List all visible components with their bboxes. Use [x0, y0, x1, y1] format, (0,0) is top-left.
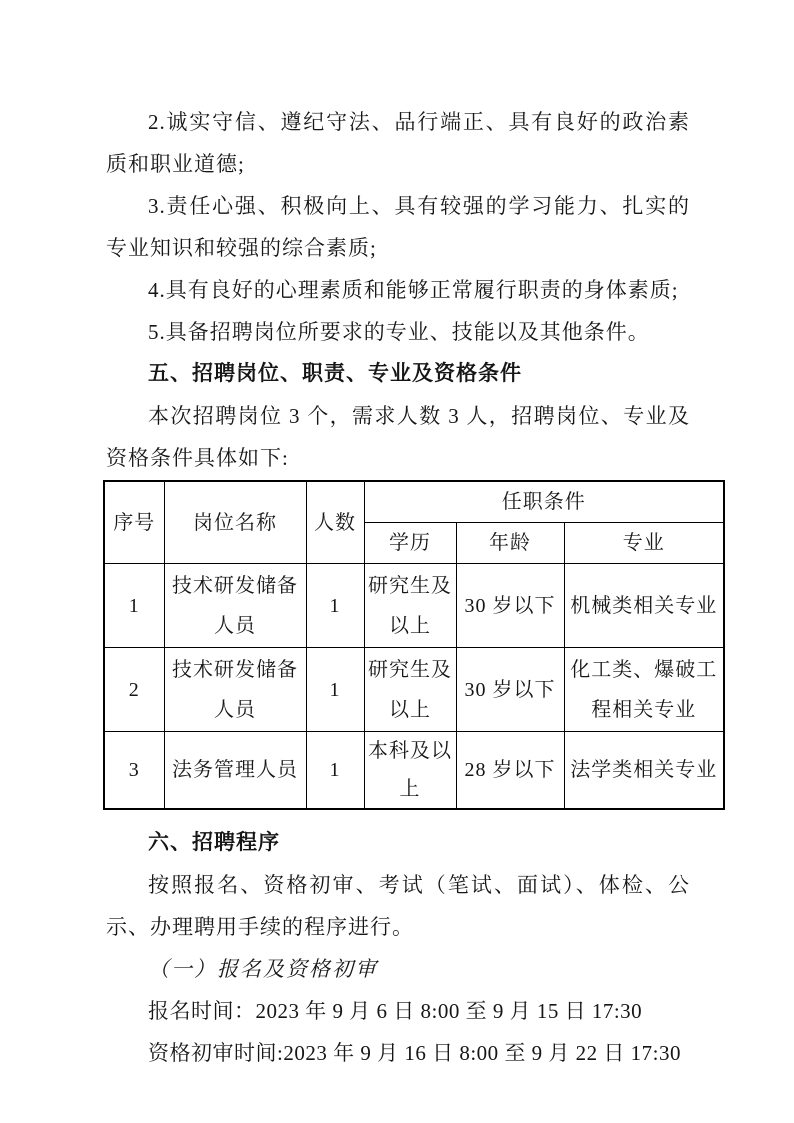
table-row [104, 564, 724, 648]
cell-count: 1 [306, 648, 364, 732]
cell-seq: 1 [104, 564, 164, 648]
cell-education: 研究生及以上 [364, 564, 456, 648]
table-row [104, 732, 724, 810]
cell-education: 研究生及以上 [364, 648, 456, 732]
table-header-row-1 [104, 481, 724, 523]
signup-time-line: 报名时间：2023 年 9 月 6 日 8:00 至 9 月 15 日 17:30 [148, 999, 643, 1023]
paragraph-item-5: 5.具备招聘岗位所要求的专业、技能以及其他条件。 [148, 320, 650, 344]
review-time-line: 资格初审时间:2023 年 9 月 16 日 8:00 至 9 月 22 日 17:30 [148, 1041, 682, 1065]
cell-major: 法学类相关专业 [564, 732, 724, 810]
cell-position: 技术研发储备人员 [164, 648, 306, 732]
cell-seq: 3 [104, 732, 164, 810]
procedure-paragraph: 按照报名、资格初审、考试（笔试、面试）、体检、公示、办理聘用手续的程序进行。 [106, 873, 690, 939]
cell-major: 机械类相关专业 [564, 564, 724, 648]
paragraph-item-4: 4.具有良好的心理素质和能够正常履行职责的身体素质; [148, 278, 679, 302]
cell-major: 化工类、爆破工程相关专业 [564, 648, 724, 732]
cell-education: 本科及以上 [364, 732, 456, 810]
cell-position: 法务管理人员 [164, 732, 306, 810]
sub-heading-signup-review: （一）报名及资格初审 [148, 957, 378, 981]
recruitment-positions-table [103, 480, 725, 810]
header-cell-count: 人数 [306, 481, 364, 564]
cell-position: 技术研发储备人员 [164, 564, 306, 648]
header-cell-conditions: 任职条件 [364, 481, 724, 523]
section-heading-5: 五、招聘岗位、职责、专业及资格条件 [148, 362, 522, 385]
paragraph-item-2: 2.诚实守信、遵纪守法、品行端正、具有良好的政治素质和职业道德; [106, 110, 690, 176]
cell-age: 30 岁以下 [456, 648, 564, 732]
header-cell-education: 学历 [364, 523, 456, 564]
paragraph-item-3: 3.责任心强、积极向上、具有较强的学习能力、扎实的专业知识和较强的综合素质; [106, 194, 690, 260]
header-cell-position: 岗位名称 [164, 481, 306, 564]
header-cell-major: 专业 [564, 523, 724, 564]
cell-seq: 2 [104, 648, 164, 732]
cell-count: 1 [306, 564, 364, 648]
section-heading-6: 六、招聘程序 [148, 831, 280, 854]
header-cell-seq: 序号 [104, 481, 164, 564]
cell-count: 1 [306, 732, 364, 810]
cell-age: 30 岁以下 [456, 564, 564, 648]
intro-paragraph: 本次招聘岗位 3 个，需求人数 3 人，招聘岗位、专业及资格条件具体如下: [106, 404, 690, 470]
cell-age: 28 岁以下 [456, 732, 564, 810]
header-cell-age: 年龄 [456, 523, 564, 564]
table-row [104, 648, 724, 732]
